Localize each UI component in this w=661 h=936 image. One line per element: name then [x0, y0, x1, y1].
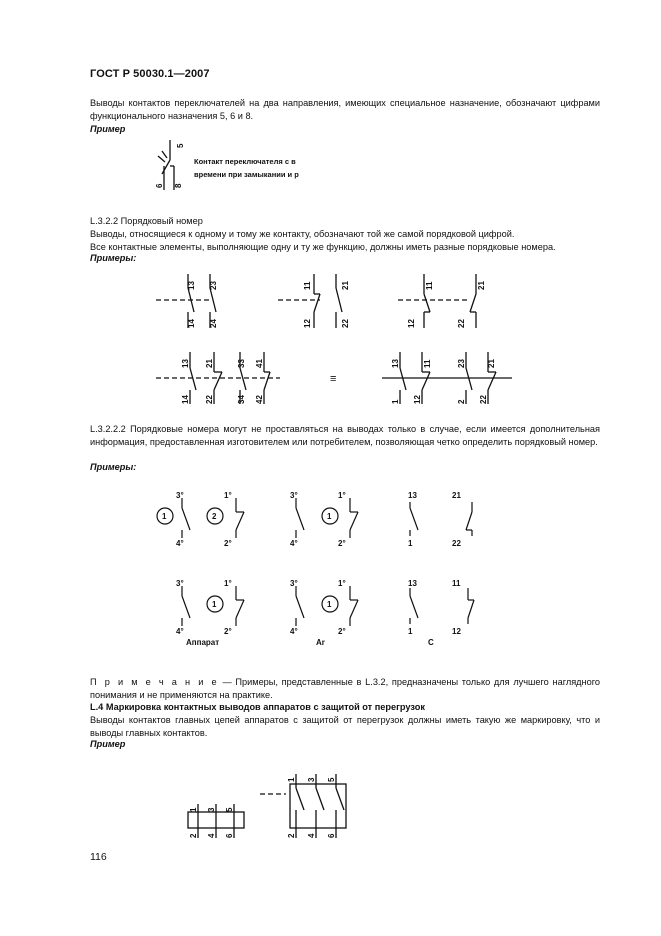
- fig4-r2g1-caption: Аппарат: [186, 638, 220, 647]
- fig2-c-top-1: 11: [425, 281, 434, 290]
- fig5-right-bottom-2: 4: [307, 833, 316, 838]
- fig3-a-bottom-3: 34: [237, 395, 246, 404]
- fig1-terminal-6: 6: [155, 183, 164, 188]
- fig1-caption-line2: времени при замыкании и р: [194, 170, 299, 179]
- fig4-r2g1-bottom-2: 2°: [224, 627, 232, 636]
- fig4-r1g3-top-2: 21: [452, 491, 461, 500]
- fig4-r1g1-circle-1: 1: [162, 512, 167, 521]
- note-label: П р и м е ч а н и е: [90, 677, 219, 687]
- fig3-b-top-4: 21: [487, 359, 496, 368]
- fig5-left-top-2: 3: [207, 807, 216, 812]
- fig1-caption-line1: Контакт переключателя с в: [194, 157, 296, 166]
- fig1-terminal-5: 5: [176, 143, 185, 148]
- fig3-b-bottom-1: 1: [391, 399, 400, 404]
- fig5-left-bottom-3: 6: [225, 833, 234, 838]
- fig4-r2g3-bottom-2: 12: [452, 627, 461, 636]
- fig4-r2g2-top-1: 3°: [290, 579, 298, 588]
- fig4-r1g2-circle: 1: [327, 512, 332, 521]
- fig3-b-bottom-2: 12: [413, 395, 422, 404]
- fig2-b-bottom-1: 12: [303, 319, 312, 328]
- fig3-b-top-2: 11: [423, 359, 432, 368]
- fig3-b-bottom-3: 2: [457, 399, 466, 404]
- fig3-equivalence-sign: ≡: [330, 373, 337, 385]
- fig4-r1g1-bottom-2: 2°: [224, 539, 232, 548]
- fig4-r2g3-top-1: 13: [408, 579, 417, 588]
- fig3-a-top-4: 41: [255, 359, 264, 368]
- fig5-left-bottom-1: 2: [189, 833, 198, 838]
- section-heading-l4: L.4 Маркировка контактных выводов аппаратов с защитой от перегрузок: [90, 702, 425, 712]
- paragraph-l3-2-2-2: L.3.2.2.2 Порядковые номера могут не проставляться на выводах только в случае, если имеется дополнительная информация, предоставленная изготовителем или потребителем, позволяющая четко определить порядковый номер.: [90, 424, 600, 447]
- fig4-r1g3-bottom-1: 1: [408, 539, 413, 548]
- fig4-r2g3-top-2: 11: [452, 579, 461, 588]
- fig3-b-bottom-4: 22: [479, 395, 488, 404]
- fig4-r1g1-bottom-1: 4°: [176, 539, 184, 548]
- fig3-b-top-3: 23: [457, 359, 466, 368]
- fig4-r2g3-caption: C: [428, 638, 434, 647]
- paragraph-switch-terminals: Выводы контактов переключателей на два направления, имеющих специальное назначение, обозначают цифрами функционального назначения 5, 6 и 8.: [90, 98, 600, 121]
- fig4-r2g1-circle: 1: [212, 600, 217, 609]
- fig4-r1g1-top-2: 1°: [224, 491, 232, 500]
- document-header: ГОСТ Р 50030.1—2007: [90, 68, 210, 80]
- fig5-right-top-3: 5: [327, 777, 336, 782]
- fig2-c-bottom-1: 12: [407, 319, 416, 328]
- fig5-right-bottom-3: 6: [327, 833, 336, 838]
- fig4-r2g2-circle: 1: [327, 600, 332, 609]
- fig2-a-top-1: 13: [187, 281, 196, 290]
- fig4-r1g2-top-2: 1°: [338, 491, 346, 500]
- label-examples-1: Примеры:: [90, 253, 137, 263]
- fig3-a-top-1: 13: [181, 359, 190, 368]
- note-paragraph: [90, 676, 600, 702]
- fig4-r2g2-bottom-1: 4°: [290, 627, 298, 636]
- figure-ordinal-row1: [150, 270, 530, 332]
- fig3-a-top-3: 33: [237, 359, 246, 368]
- fig3-a-bottom-4: 42: [255, 395, 264, 404]
- fig2-b-top-2: 21: [341, 281, 350, 290]
- paragraph-same-contact: Выводы, относящиеся к одному и тому же контакту, обозначают той же самой порядковой цифрой.: [90, 229, 515, 239]
- fig4-r1g2-bottom-2: 2°: [338, 539, 346, 548]
- fig4-r1g3-bottom-2: 22: [452, 539, 461, 548]
- figure-overload-relay: [180, 770, 360, 842]
- fig2-a-bottom-2: 24: [209, 319, 218, 328]
- fig4-r2g2-top-2: 1°: [338, 579, 346, 588]
- fig3-a-bottom-2: 22: [205, 395, 214, 404]
- label-examples-2: Примеры:: [90, 462, 137, 472]
- label-example-2: Пример: [90, 739, 126, 749]
- fig2-c-top-2: 21: [477, 281, 486, 290]
- fig4-r2g1-top-1: 3°: [176, 579, 184, 588]
- fig2-b-bottom-2: 22: [341, 319, 350, 328]
- fig4-r2g2-bottom-2: 2°: [338, 627, 346, 636]
- note-text: — Примеры, представленные в L.3.2, предназначены только для лучшего наглядного понимания и не применяются на практике.: [90, 677, 600, 700]
- fig3-b-top-1: 13: [391, 359, 400, 368]
- fig5-left-top-3: 5: [225, 807, 234, 812]
- fig5-right-top-2: 3: [307, 777, 316, 782]
- fig3-a-top-2: 21: [205, 359, 214, 368]
- figure-ordinal-row2: [150, 348, 520, 408]
- fig2-a-top-2: 23: [209, 281, 218, 290]
- fig2-a-bottom-1: 14: [187, 319, 196, 328]
- fig5-right-bottom-1: 2: [287, 833, 296, 838]
- page-number: 116: [90, 851, 107, 863]
- paragraph-overload-protection: Выводы контактов главных цепей аппаратов с защитой от перегрузок должны иметь такую же маркировку, что и выводы главных контактов.: [90, 715, 600, 738]
- fig2-b-top-1: 11: [303, 281, 312, 290]
- fig5-left-bottom-2: 4: [207, 833, 216, 838]
- fig5-right-top-1: 1: [287, 777, 296, 782]
- fig4-r2g1-top-2: 1°: [224, 579, 232, 588]
- fig4-r1g2-top-1: 3°: [290, 491, 298, 500]
- fig4-r1g3-top-1: 13: [408, 491, 417, 500]
- section-heading-l3-2-2: L.3.2.2 Порядковый номер: [90, 216, 203, 226]
- fig4-r1g1-top-1: 3°: [176, 491, 184, 500]
- fig4-r2g3-bottom-1: 1: [408, 627, 413, 636]
- fig3-a-bottom-1: 14: [181, 395, 190, 404]
- fig4-r1g2-bottom-1: 4°: [290, 539, 298, 548]
- figure-changeover-contact: [150, 138, 350, 194]
- figure-circled-examples: [150, 488, 510, 648]
- label-example-1: Пример: [90, 124, 126, 134]
- fig4-r2g2-caption: Ar: [316, 638, 325, 647]
- fig5-left-top-1: 1: [189, 807, 198, 812]
- fig4-r2g1-bottom-1: 4°: [176, 627, 184, 636]
- fig4-r1g1-circle-2: 2: [212, 512, 217, 521]
- paragraph-different-numbers: Все контактные элементы, выполняющие одну и ту же функцию, должны иметь разные порядковые номера.: [90, 242, 556, 252]
- fig1-terminal-8: 8: [174, 183, 183, 188]
- fig2-c-bottom-2: 22: [457, 319, 466, 328]
